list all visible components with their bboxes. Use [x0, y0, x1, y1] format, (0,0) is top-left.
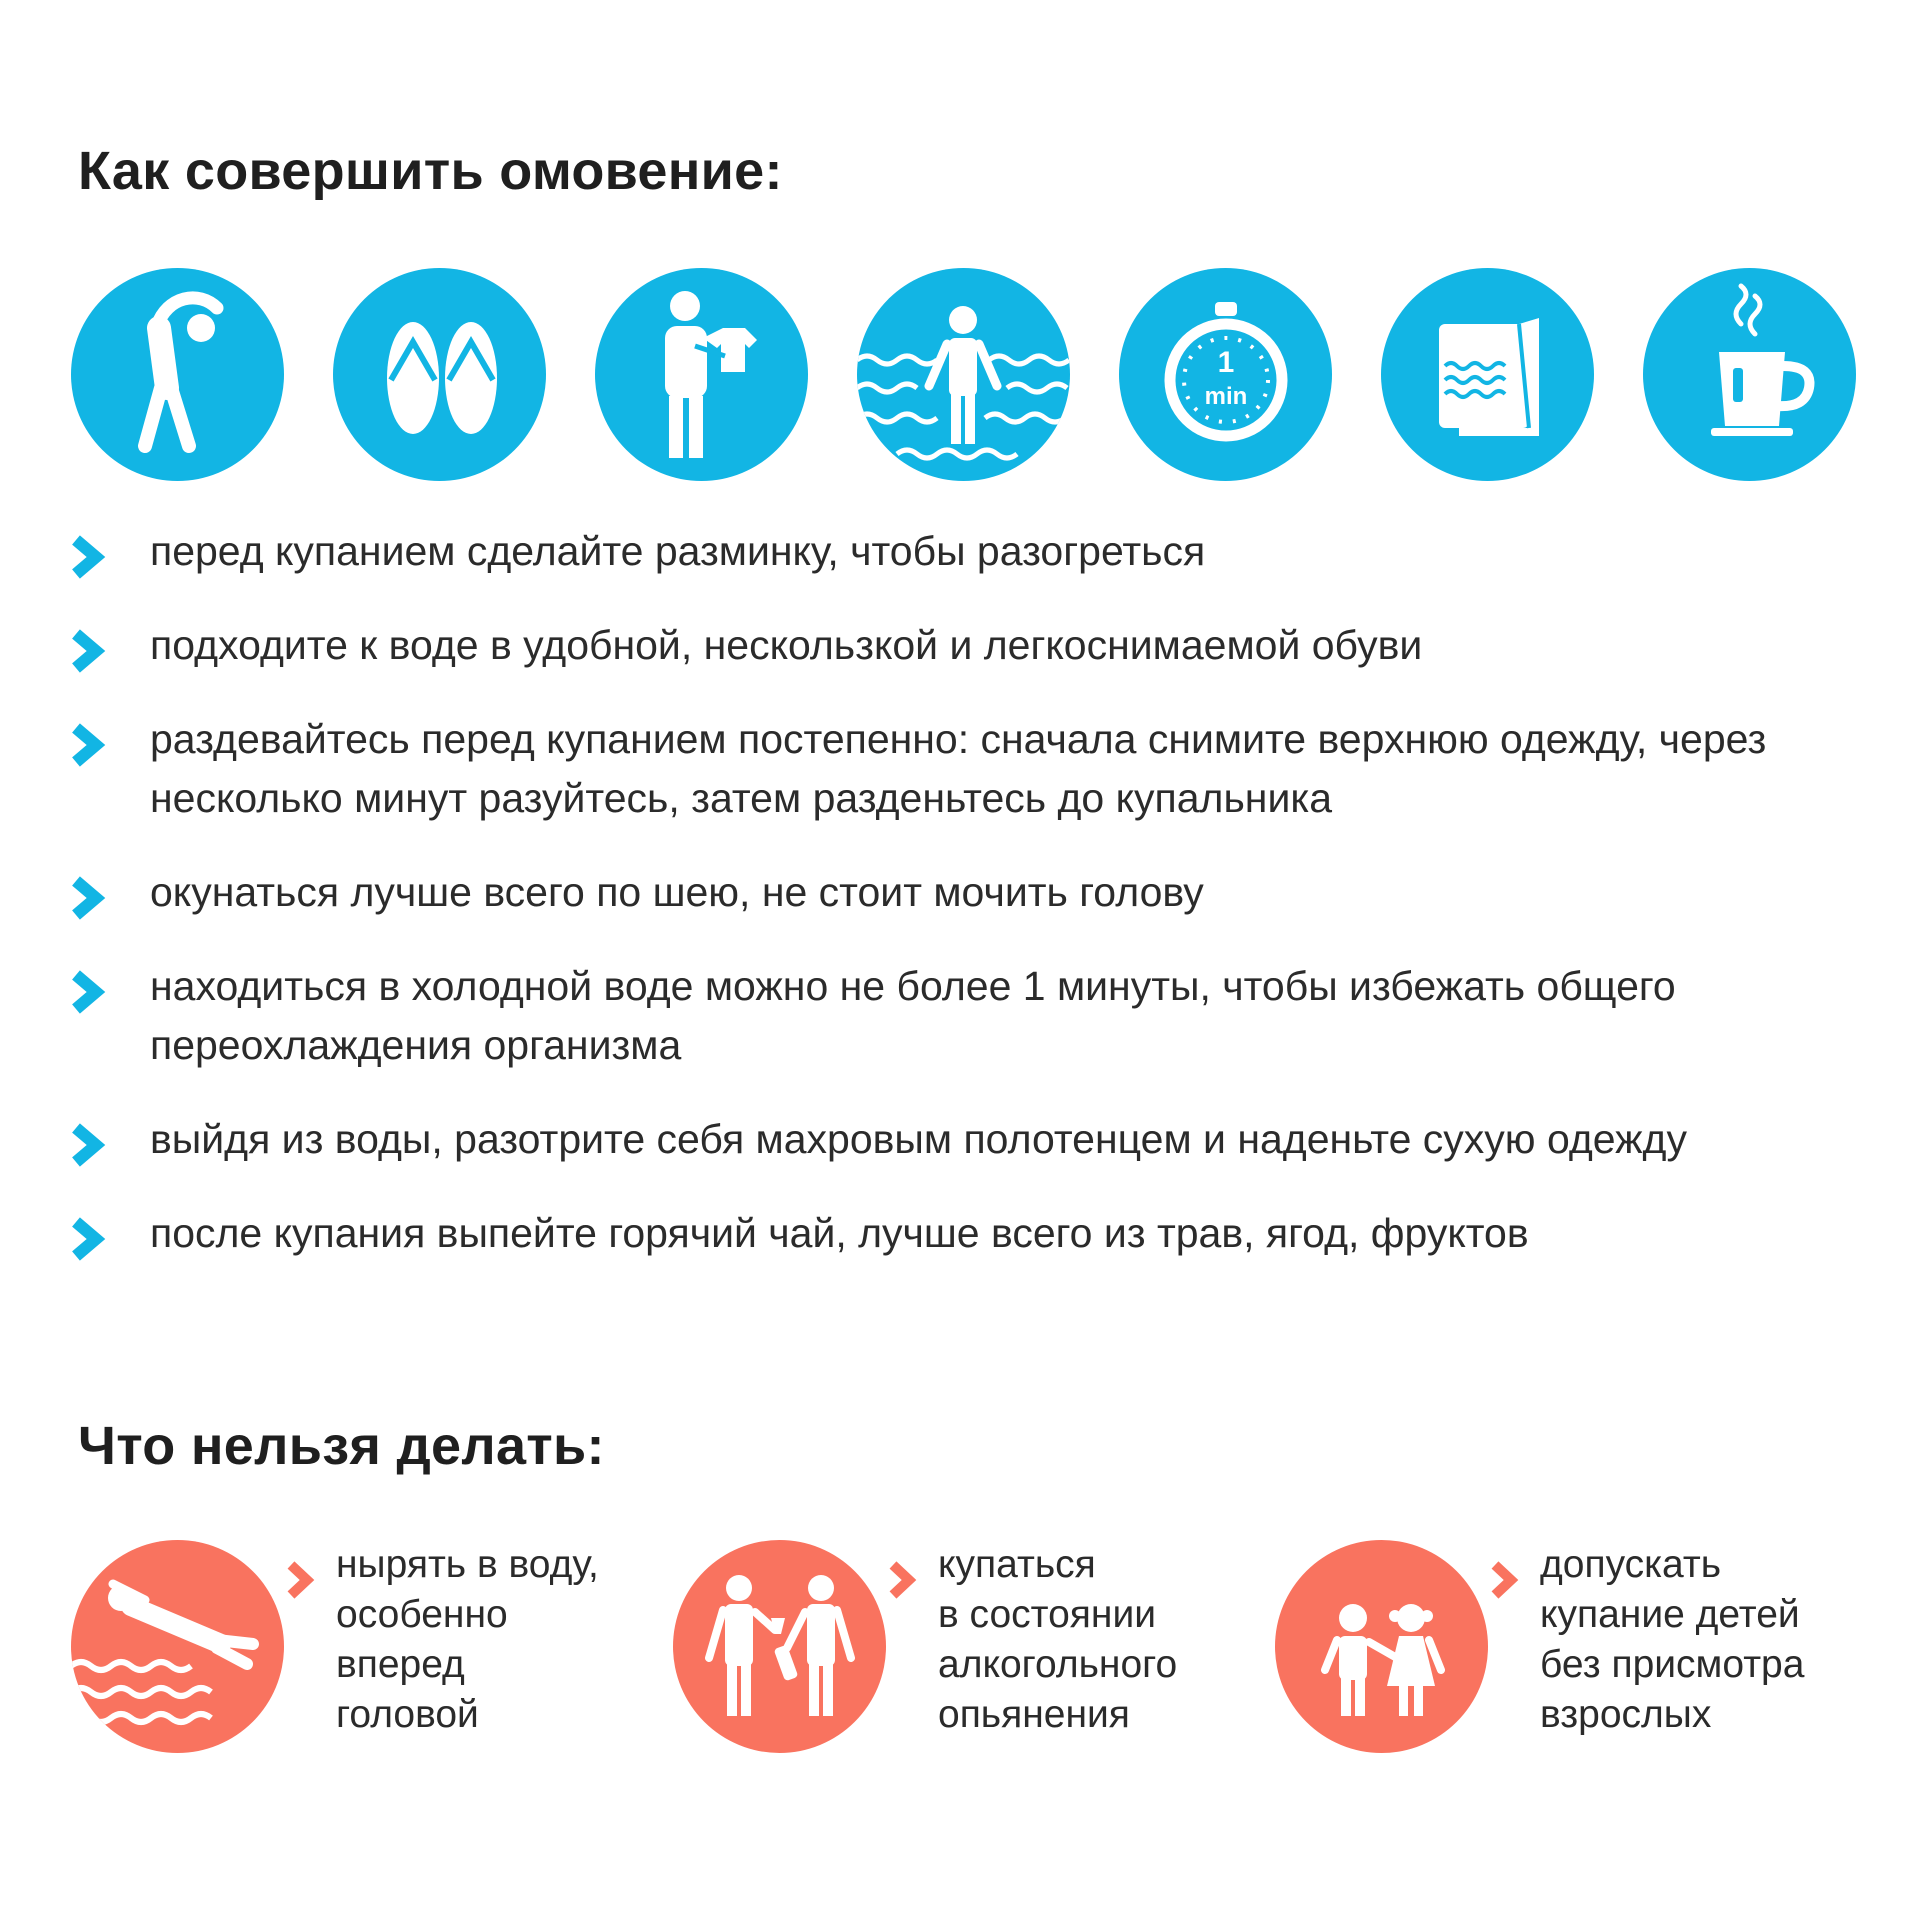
children-icon	[1275, 1540, 1488, 1753]
list-item	[70, 1110, 1860, 1169]
step-text: выйдя из воды, разотрите себя махровым полотенцем и наденьте сухую одежду	[150, 1116, 1687, 1162]
step-text: перед купанием сделайте разминку, чтобы разогреться	[150, 528, 1206, 574]
step-text: после купания выпейте горячий чай, лучше всего из трав, ягод, фруктов	[150, 1210, 1529, 1256]
flip-flops-icon	[333, 268, 546, 481]
chevron-right-icon	[70, 875, 106, 921]
chevron-right-icon	[70, 1216, 106, 1262]
towel-icon	[1381, 268, 1594, 481]
dont-text: купаться в состоянии алкогольного опьянения	[938, 1543, 1178, 1736]
person-undressing-icon	[595, 268, 808, 481]
list-item	[70, 616, 1860, 675]
stretching-person-icon	[71, 268, 284, 481]
drunk-people-icon	[673, 1540, 886, 1753]
step-text: раздевайтесь перед купанием постепенно: сначала снимите верхнюю одежду, через несколько минут разуйтесь, затем разденьтесь до купальника	[150, 716, 1767, 821]
dont-item	[673, 1540, 1273, 1780]
dont-item	[71, 1540, 671, 1780]
stopwatch-unit: min	[1204, 383, 1248, 410]
hot-tea-cup-icon	[1643, 268, 1856, 481]
dont-text: нырять в воду, особенно вперед головой	[336, 1543, 599, 1736]
chevron-right-icon	[285, 1560, 315, 1600]
how-icon-row	[71, 268, 1856, 483]
chevron-right-icon	[70, 628, 106, 674]
diving-person-icon	[71, 1540, 284, 1753]
list-item	[70, 863, 1860, 922]
list-item	[70, 957, 1860, 1075]
person-in-water-icon	[857, 268, 1070, 481]
dont-text: допускать купание детей без присмотра взрослых	[1540, 1543, 1805, 1736]
how-steps-list	[70, 522, 1860, 1298]
step-text: подходите к воде в удобной, нескользкой и легкоснимаемой обуви	[150, 622, 1423, 668]
list-item	[70, 1204, 1860, 1263]
step-text: находиться в холодной воде можно не более 1 минуты, чтобы избежать общего переохлаждения организма	[150, 963, 1676, 1068]
chevron-right-icon	[70, 534, 106, 580]
chevron-right-icon	[70, 722, 106, 768]
chevron-right-icon	[1489, 1560, 1519, 1600]
stopwatch-number: 1	[1217, 346, 1235, 379]
chevron-right-icon	[70, 969, 106, 1015]
dont-item	[1275, 1540, 1875, 1780]
section-title-dont: Что нельзя делать:	[78, 1416, 605, 1476]
section-title-how: Как совершить омовение:	[78, 141, 783, 201]
dont-items-row	[71, 1540, 1871, 1780]
chevron-right-icon	[70, 1122, 106, 1168]
list-item	[70, 522, 1860, 581]
stopwatch-1-min-icon	[1119, 268, 1332, 481]
step-text: окунаться лучше всего по шею, не стоит мочить голову	[150, 869, 1204, 915]
list-item	[70, 710, 1860, 828]
chevron-right-icon	[887, 1560, 917, 1600]
